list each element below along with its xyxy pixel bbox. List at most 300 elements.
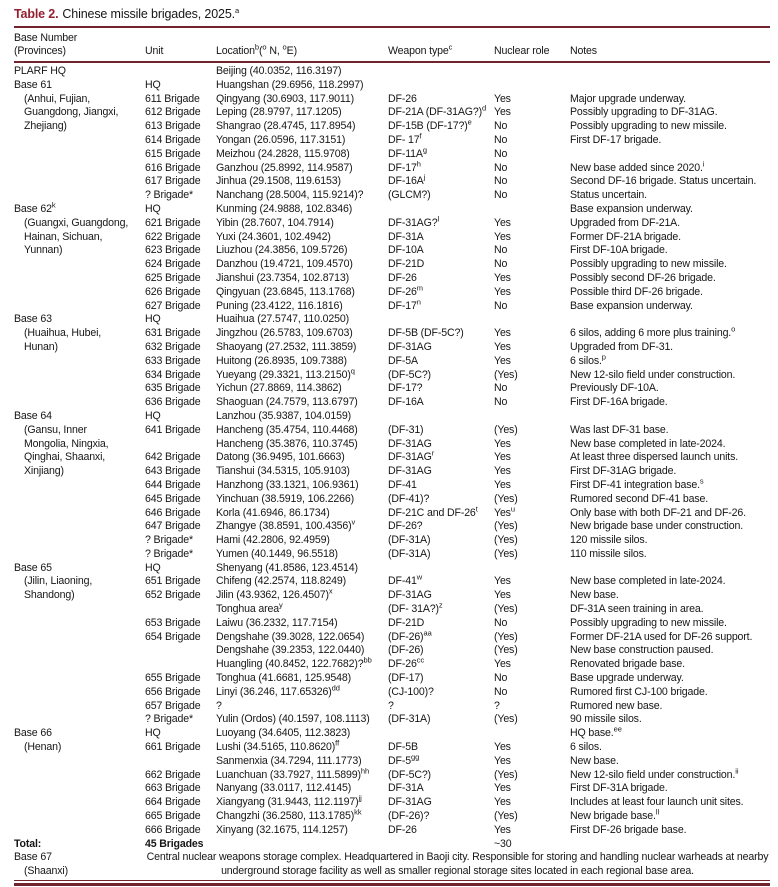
base-cell: [14, 534, 145, 548]
nuclear-cell: (Yes): [494, 423, 518, 436]
location-cell: Huaihua (27.5747, 110.0250): [216, 313, 349, 326]
table-row: [14, 713, 770, 727]
base-cell: [14, 396, 145, 410]
unit-cell: HQ: [145, 78, 161, 91]
base-cell: [14, 672, 145, 686]
base-cell: Hainan, Sichuan,: [24, 230, 103, 243]
nuclear-cell: (Yes): [494, 492, 518, 505]
base-cell: Base 63: [14, 313, 52, 326]
unit-cell: HQ: [145, 561, 161, 574]
base-cell: [14, 631, 145, 645]
base-cell: [14, 507, 145, 521]
nuclear-cell: Yes: [494, 216, 511, 229]
base-cell: [14, 755, 145, 769]
location-cell: Chifeng (42.2574, 118.8249): [216, 575, 347, 588]
unit-cell: 636 Brigade: [145, 396, 201, 409]
notes-cell: 120 missile silos.: [570, 534, 648, 547]
weapon-cell: [388, 79, 494, 93]
base-cell: Hunan): [24, 340, 58, 353]
weapon-cell: DF-31AG: [388, 340, 432, 353]
unit-cell: 45 Brigades: [145, 837, 204, 850]
unit-cell: [145, 603, 216, 617]
weapon-cell: (DF-17): [388, 672, 424, 685]
location-cell: Lushi (34.5165, 110.8620)$^{ff}$: [216, 738, 340, 754]
unit-cell: 617 Brigade: [145, 175, 201, 188]
notes-cell: Previously DF-10A.: [570, 382, 659, 395]
location-cell: Yibin (28.7607, 104.7914): [216, 216, 334, 229]
weapon-cell: DF-17?: [388, 382, 423, 395]
unit-cell: 622 Brigade: [145, 230, 201, 243]
nuclear-cell: [494, 562, 570, 576]
nuclear-cell: (Yes): [494, 520, 518, 533]
location-cell: Tianshui (34.5315, 105.9103): [216, 465, 350, 478]
base-cell: Total:: [14, 837, 42, 850]
notes-cell: [570, 79, 770, 93]
unit-cell: 624 Brigade: [145, 258, 201, 271]
location-cell: Huitong (26.8935, 109.7388): [216, 354, 347, 367]
location-cell: Changzhi (36.2580, 113.1785)$^{kk}$: [216, 807, 362, 823]
col-header-location: Location$^b$($^o$ N, $^o$E): [216, 27, 388, 62]
base-cell: [14, 258, 145, 272]
unit-cell: ? Brigade*: [145, 547, 193, 560]
location-cell: Linyi (36.246, 117.65326)$^{dd}$: [216, 683, 340, 698]
location-cell: Yuxi (24.3601, 102.4942): [216, 230, 331, 243]
nuclear-cell: Yes: [494, 575, 511, 588]
table-row: [14, 631, 770, 645]
nuclear-cell: Yes: [494, 327, 511, 340]
base-cell: Base 66: [14, 727, 52, 740]
base-cell: Base 61: [14, 78, 52, 91]
table-row: [14, 134, 770, 148]
nuclear-cell: Yes: [494, 92, 511, 105]
location-cell: Kunming (24.9888, 102.8346): [216, 202, 353, 215]
weapon-cell: (DF-26): [388, 644, 424, 657]
nuclear-cell: Yes: [494, 437, 511, 450]
location-cell: Lanzhou (35.9387, 104.0159): [216, 409, 351, 422]
weapon-cell: DF-21A (DF-31AG?)$^d$: [388, 103, 487, 119]
table-row: [14, 106, 770, 120]
base-cell: [14, 700, 145, 714]
notes-cell: 6 silos, adding 6 more plus training.$^o$: [570, 324, 736, 340]
base-cell: [14, 148, 145, 162]
base-cell: Base 64: [14, 409, 52, 422]
base-cell: [14, 810, 145, 824]
unit-cell: 645 Brigade: [145, 492, 201, 505]
notes-cell: First DF-31A brigade.: [570, 782, 668, 795]
base-cell: [14, 369, 145, 383]
unit-cell: 661 Brigade: [145, 741, 201, 754]
nuclear-cell: ?: [494, 699, 500, 712]
nuclear-cell: Yes: [494, 340, 511, 353]
nuclear-cell: No: [494, 258, 508, 271]
notes-cell: Former DF-21A used for DF-26 support.: [570, 630, 753, 643]
weapon-cell: DF-31AG: [388, 796, 432, 809]
base-cell: [14, 520, 145, 534]
col-header-base: [14, 27, 145, 62]
unit-cell: 614 Brigade: [145, 133, 201, 146]
location-cell: Yongan (26.0596, 117.3151): [216, 133, 346, 146]
notes-cell: New 12-silo field under construction.$^{ii}$: [570, 766, 739, 781]
nuclear-cell: No: [494, 120, 508, 133]
weapon-cell: DF-41: [388, 478, 417, 491]
table-row: [14, 120, 770, 134]
table-row: [14, 520, 770, 534]
table-row: [14, 327, 770, 341]
unit-cell: ? Brigade*: [145, 189, 193, 202]
unit-cell: 656 Brigade: [145, 685, 201, 698]
notes-cell: 90 missile silos.: [570, 713, 642, 726]
notes-cell: New 12-silo field under construction.: [570, 368, 736, 381]
table-row: [14, 355, 770, 369]
weapon-cell: $(DF-26)^{aa}$: [388, 628, 432, 643]
table-row: [14, 589, 770, 603]
nuclear-cell: [494, 313, 570, 327]
location-cell: Qingyuan (23.6845, 113.1768): [216, 285, 355, 298]
table-row: [14, 244, 770, 258]
notes-cell: 110 missile silos.: [570, 547, 647, 560]
unit-cell: [145, 62, 216, 79]
nuclear-cell: No: [494, 189, 508, 202]
table-row: [14, 534, 770, 548]
table-row: [14, 286, 770, 300]
col-header-base-line1: Base Number: [14, 32, 78, 44]
table-row: [14, 658, 770, 672]
unit-cell: 635 Brigade: [145, 382, 201, 395]
notes-cell: New base completed in late-2024.: [570, 437, 726, 450]
unit-cell: HQ: [145, 727, 161, 740]
weapon-cell: [388, 410, 494, 424]
nuclear-cell: [494, 727, 570, 741]
table-row: [14, 686, 770, 700]
nuclear-cell: ~30: [494, 837, 512, 850]
nuclear-cell: [494, 203, 570, 217]
table-row: [14, 562, 770, 576]
table-row: [14, 175, 770, 189]
nuclear-cell: Yes: [494, 478, 511, 491]
unit-cell: 633 Brigade: [145, 354, 201, 367]
nuclear-cell: No: [494, 396, 508, 409]
location-cell: Jinhua (29.1508, 119.6153): [216, 175, 341, 188]
unit-cell: HQ: [145, 313, 161, 326]
weapon-cell: DF-31AG?$^l$: [388, 214, 440, 229]
notes-cell: Possibly second DF-26 brigade.: [570, 271, 716, 284]
table-row: [14, 231, 770, 245]
notes-cell: First DF-17 brigade.: [570, 133, 662, 146]
unit-cell: HQ: [145, 409, 161, 422]
nuclear-cell: [494, 410, 570, 424]
location-cell: Yueyang (29.3321, 113.2150)$^q$: [216, 366, 355, 381]
weapon-cell: DF-26$^m$: [388, 283, 423, 298]
weapon-cell: (DF-31): [388, 423, 424, 436]
col-header-nuclear: Nuclear role: [494, 27, 570, 62]
unit-cell: 623 Brigade: [145, 244, 201, 257]
location-cell: Danzhou (19.4721, 109.4570): [216, 258, 353, 271]
weapon-cell: DF-21D: [388, 258, 425, 271]
nuclear-cell: No: [494, 147, 508, 160]
location-cell: Nanchang (28.5004, 115.9214)?: [216, 189, 364, 202]
table-row: [14, 300, 770, 314]
table-row: [14, 548, 770, 562]
nuclear-cell: No: [494, 244, 508, 257]
weapon-cell: [388, 727, 494, 741]
weapon-cell: [388, 62, 494, 79]
weapon-cell: ?: [388, 699, 394, 712]
nuclear-cell: (Yes): [494, 603, 518, 616]
table-row: [14, 672, 770, 686]
notes-cell: At least three dispersed launch units.: [570, 451, 739, 464]
base-cell: (Jilin, Liaoning,: [24, 575, 93, 588]
unit-cell: 653 Brigade: [145, 616, 201, 629]
weapon-cell: DF-41$^w$: [388, 572, 423, 588]
base-cell: Zhejiang): [24, 120, 67, 133]
nuclear-cell: Yes: [494, 285, 511, 298]
weapon-cell: [388, 838, 494, 852]
nuclear-cell: [494, 62, 570, 79]
notes-cell: Only base with both DF-21 and DF-26.: [570, 506, 746, 519]
base-cell: Qinghai, Shaanxi,: [24, 451, 106, 464]
notes-cell: [570, 562, 770, 576]
unit-cell: [145, 658, 216, 672]
unit-cell: 642 Brigade: [145, 451, 201, 464]
weapon-cell: DF-17$^h$: [388, 159, 421, 174]
notes-cell: Was last DF-31 base.: [570, 423, 669, 436]
location-cell: Jianshui (23.7354, 102.8713): [216, 271, 350, 284]
location-cell: Laiwu (36.2332, 117.7154): [216, 616, 338, 629]
unit-cell: 612 Brigade: [145, 106, 201, 119]
unit-cell: 643 Brigade: [145, 465, 201, 478]
nuclear-cell: No: [494, 133, 508, 146]
nuclear-cell: Yes$^u$: [494, 503, 516, 519]
notes-cell: [570, 838, 770, 852]
weapon-cell: DF-31AG: [388, 437, 432, 450]
unit-cell: 664 Brigade: [145, 796, 201, 809]
base-cell: [14, 162, 145, 176]
base-cell: [14, 658, 145, 672]
nuclear-cell: No: [494, 175, 508, 188]
weapon-cell: DF-31A: [388, 230, 424, 243]
location-cell: Jilin (43.9362, 126.4507)$^x$: [216, 586, 333, 602]
table-row: [14, 424, 770, 438]
base-cell: [14, 824, 145, 838]
table-row: [14, 410, 770, 424]
location-cell: Tonghua area$^y$: [216, 600, 283, 616]
location-cell: Luoyang (34.6405, 112.3823): [216, 727, 351, 740]
location-cell: Hami (42.2806, 92.4959): [216, 534, 330, 547]
base-cell: [14, 300, 145, 314]
notes-cell: Upgraded from DF-21A.: [570, 216, 680, 229]
weapon-cell: (CJ-100)?: [388, 685, 434, 698]
base-cell: [14, 713, 145, 727]
brigades-table: [14, 26, 770, 879]
base-cell: [14, 355, 145, 369]
unit-cell: 641 Brigade: [145, 423, 201, 436]
weapon-cell: (DF-26)?: [388, 810, 430, 823]
table-row: [14, 700, 770, 714]
weapon-cell: DF-21C and DF-26$^t$: [388, 503, 478, 519]
location-cell: Hancheng (35.3876, 110.3745): [216, 437, 358, 450]
weapon-cell: DF-5B (DF-5C?): [388, 327, 464, 340]
base-provinces: (Shaanxi): [24, 865, 68, 878]
base-cell: Shandong): [24, 589, 75, 602]
unit-cell: 652 Brigade: [145, 589, 201, 602]
base-name: Base 67: [14, 851, 52, 864]
nuclear-cell: (Yes): [494, 644, 518, 657]
weapon-cell: DF-10A: [388, 244, 424, 257]
unit-cell: 625 Brigade: [145, 271, 201, 284]
table-row: [14, 217, 770, 231]
location-cell: Tonghua (41.6681, 125.9548): [216, 672, 351, 685]
table-row: [14, 396, 770, 410]
notes-cell: [570, 410, 770, 424]
table-row: [14, 62, 770, 79]
base-cell: [14, 382, 145, 396]
col-header-unit: Unit: [145, 27, 216, 62]
table-row: [14, 507, 770, 521]
notes-cell: Possibly upgrading to new missile.: [570, 258, 727, 271]
table-row: [14, 755, 770, 769]
location-cell: Sanmenxia (34.7294, 111.1773): [216, 754, 362, 767]
notes-cell: Base expansion underway.: [570, 202, 693, 215]
weapon-cell: $DF-26^{cc}$: [388, 655, 425, 671]
location-cell: Yinchuan (38.5919, 106.2266): [216, 492, 354, 505]
table-row: [14, 493, 770, 507]
nuclear-cell: (Yes): [494, 713, 518, 726]
weapon-cell: DF-31A: [388, 782, 424, 795]
notes-cell: 6 silos.$^p$: [570, 352, 606, 367]
weapon-cell: DF-5A: [388, 354, 418, 367]
weapon-cell: (DF-31A): [388, 534, 431, 547]
weapon-cell: $DF-31AG^r$: [388, 448, 435, 464]
location-cell: Yulin (Ordos) (40.1597, 108.1113): [216, 713, 370, 726]
notes-cell: [570, 62, 770, 79]
location-cell: Shaoyang (27.2532, 111.3859): [216, 340, 357, 353]
unit-cell: 644 Brigade: [145, 478, 201, 491]
weapon-cell: (DF-31A): [388, 713, 431, 726]
nuclear-cell: No: [494, 616, 508, 629]
table-row: [14, 189, 770, 203]
weapon-cell: $DF-11A^g$: [388, 145, 427, 160]
nuclear-cell: (Yes): [494, 368, 518, 381]
nuclear-cell: Yes: [494, 782, 511, 795]
header-row: [14, 27, 770, 62]
base-cell: (Henan): [24, 741, 62, 754]
nuclear-cell: Yes: [494, 451, 511, 464]
unit-cell: 613 Brigade: [145, 120, 201, 133]
unit-cell: 621 Brigade: [145, 216, 201, 229]
nuclear-cell: (Yes): [494, 547, 518, 560]
unit-cell: [145, 755, 216, 769]
base-cell: [14, 189, 145, 203]
table-row: [14, 603, 770, 617]
weapon-cell: DF-26?: [388, 520, 423, 533]
weapon-cell: DF-5B: [388, 741, 418, 754]
table-row: [14, 451, 770, 465]
weapon-cell: (DF-5C?): [388, 368, 431, 381]
weapon-cell: (DF-41)?: [388, 492, 430, 505]
table-row: [14, 369, 770, 383]
base-cell: (Guangxi, Guangdong,: [24, 216, 129, 229]
base-cell: [14, 286, 145, 300]
location-cell: Ganzhou (25.8992, 114.9587): [216, 161, 353, 174]
weapon-cell: (DF-31A): [388, 547, 431, 560]
nuclear-cell: Yes: [494, 741, 511, 754]
location-cell: Nanyang (33.0117, 112.4145): [216, 782, 352, 795]
notes-cell: Renovated brigade base.: [570, 658, 685, 671]
unit-cell: 655 Brigade: [145, 672, 201, 685]
notes-cell: New brigade base under construction.: [570, 520, 744, 533]
base-cell: Guangdong, Jiangxi,: [24, 106, 119, 119]
base-cell: Base 65: [14, 561, 52, 574]
location-cell: Shangrao (28.4745, 117.8954): [216, 120, 356, 133]
nuclear-cell: Yes: [494, 589, 511, 602]
unit-cell: 627 Brigade: [145, 299, 201, 312]
location-cell: Luanchuan (33.7927, 111.5899)$^{hh}$: [216, 766, 370, 781]
base-cell: (Gansu, Inner: [24, 423, 87, 436]
base-cell: Xinjiang): [24, 465, 64, 478]
notes-cell: HQ base.$^{ee}$: [570, 724, 622, 740]
nuclear-cell: (Yes): [494, 630, 518, 643]
location-cell: Leping (28.9797, 117.1205): [216, 106, 342, 119]
table-row: [14, 644, 770, 658]
notes-cell: Second DF-16 brigade. Status uncertain.: [570, 175, 757, 188]
table-row: [14, 203, 770, 217]
base-cell: Base 62$^k$: [14, 200, 56, 215]
unit-cell: 632 Brigade: [145, 340, 201, 353]
notes-cell: First DF-26 brigade base.: [570, 823, 687, 836]
nuclear-cell: (Yes): [494, 534, 518, 547]
weapon-cell: [388, 562, 494, 576]
table-row: [14, 479, 770, 493]
base-cell: [14, 493, 145, 507]
unit-cell: 626 Brigade: [145, 285, 201, 298]
table-title-text: Chinese missile brigades, 2025.$^a$: [62, 5, 240, 21]
table-row: [14, 313, 770, 327]
unit-cell: 646 Brigade: [145, 506, 201, 519]
weapon-cell: $DF-16A^j$: [388, 172, 426, 188]
location-cell: Yumen (40.1449, 96.5518): [216, 547, 338, 560]
base-cell: [14, 796, 145, 810]
nuclear-cell: Yes: [494, 823, 511, 836]
base-cell: [14, 686, 145, 700]
notes-cell: Possible third DF-26 brigade.: [570, 285, 703, 298]
nuclear-cell: Yes: [494, 658, 511, 671]
location-cell: Huangling (40.8452, 122.7682)?$^{bb}$: [216, 655, 372, 671]
notes-cell: Includes at least four launch unit sites.: [570, 796, 744, 809]
notes-cell: First DF-10A brigade.: [570, 244, 668, 257]
nuclear-cell: No: [494, 161, 508, 174]
base-cell: PLARF HQ: [14, 65, 66, 77]
table-row: [14, 258, 770, 272]
weapon-cell: DF-21D: [388, 616, 425, 629]
notes-cell: Status uncertain.: [570, 189, 647, 202]
base-cell: [14, 782, 145, 796]
weapon-cell: DF-16A: [388, 396, 424, 409]
weapon-cell: DF-26: [388, 271, 417, 284]
unit-cell: 634 Brigade: [145, 368, 201, 381]
nuclear-cell: Yes: [494, 271, 511, 284]
notes-cell: Possibly upgrading to new missile.: [570, 616, 727, 629]
unit-cell: 654 Brigade: [145, 630, 201, 643]
location-cell: Huangshan (29.6956, 118.2997): [216, 78, 364, 91]
notes-cell: 6 silos.: [570, 741, 602, 754]
weapon-cell: DF-17$^n$: [388, 297, 421, 312]
base-cell: [14, 548, 145, 562]
unit-cell: 616 Brigade: [145, 161, 201, 174]
col-header-notes: Notes: [570, 27, 770, 62]
table-row: [14, 272, 770, 286]
nuclear-cell: Yes: [494, 796, 511, 809]
unit-cell: 647 Brigade: [145, 520, 201, 533]
